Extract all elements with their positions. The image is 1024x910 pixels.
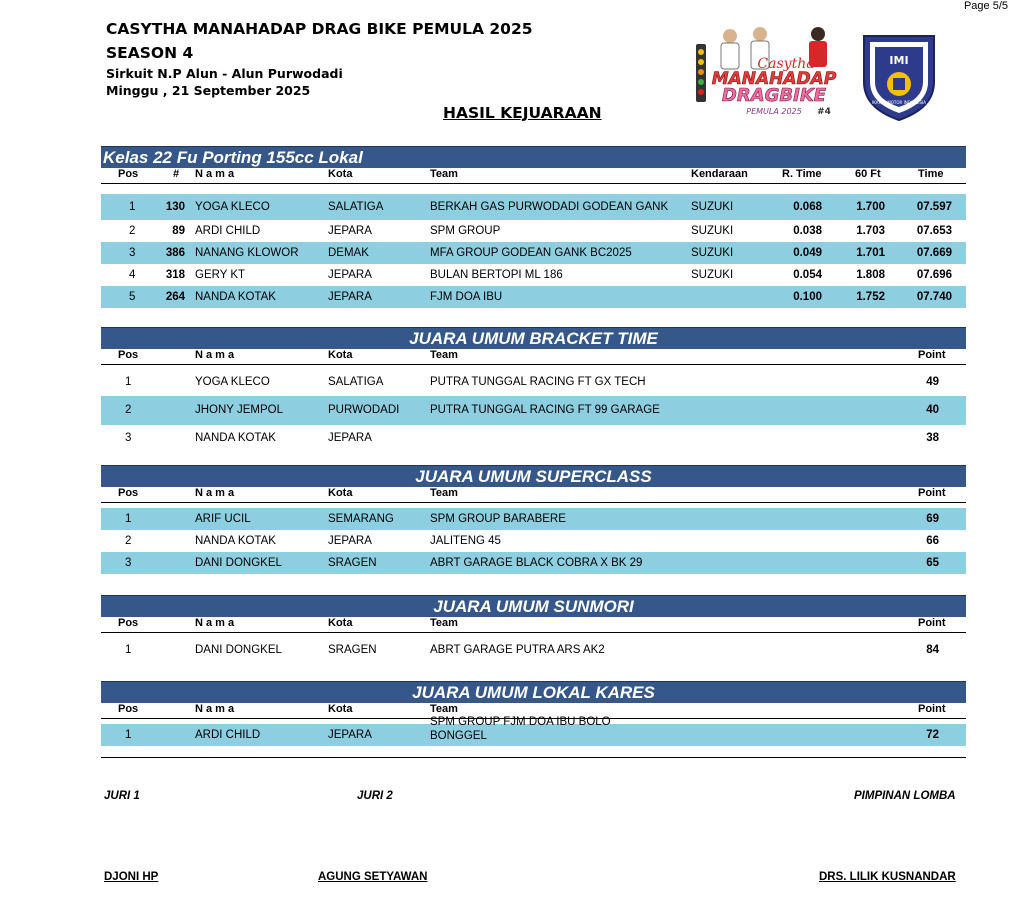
juri-1-name: DJONI HP — [104, 871, 159, 883]
table-row: 1 YOGA KLECO SALATIGA PUTRA TUNGGAL RACING FT GX TECH 49 — [125, 376, 939, 388]
superclass-column-header: Pos N a m a Kota Team Point — [101, 487, 966, 503]
col-kota: Kota — [328, 168, 353, 180]
table-row: 1 ARIF UCIL SEMARANG SPM GROUP BARABERE 69 — [101, 508, 966, 530]
superclass-section — [101, 465, 966, 574]
season-label: SEASON 4 — [106, 44, 194, 62]
juri-2-label: JURI 2 — [357, 790, 393, 802]
kelas-column-header — [101, 168, 966, 184]
team-line-2: BONGGEL — [430, 730, 487, 742]
logo-badge: #4 — [817, 107, 831, 117]
logo-text-4: PEMULA 2025 — [746, 107, 802, 116]
bracket-band: JUARA UMUM BRACKET TIME — [101, 327, 966, 349]
col-kendaraan: Kendaraan — [691, 168, 748, 180]
table-row: 2 JHONY JEMPOL PURWODADI PUTRA TUNGGAL RACING FT 99 GARAGE 40 — [101, 396, 966, 425]
col-team: Team — [430, 168, 458, 180]
sunmori-band: JUARA UMUM SUNMORI — [101, 595, 966, 617]
table-row: 2 89 ARDI CHILD JEPARA SPM GROUP SUZUKI 0.038 1.703 07.653 — [129, 225, 952, 237]
col-60ft: 60 Ft — [855, 168, 881, 180]
document-title: HASIL KEJUARAAN — [443, 104, 602, 122]
imi-text: IMI — [889, 54, 909, 67]
date-label: Minggu , 21 September 2025 — [106, 83, 311, 98]
page-number: Page 5/5 — [963, 0, 1008, 12]
signature-divider — [101, 757, 966, 758]
logo-text-1: Casytha — [757, 56, 815, 72]
bracket-section — [101, 327, 966, 451]
pimpinan-name: DRS. LILIK KUSNANDAR — [819, 871, 956, 883]
event-logo — [690, 22, 850, 122]
table-row: 3 DANI DONGKEL SRAGEN ABRT GARAGE BLACK COBRA X BK 29 65 — [101, 552, 966, 574]
sunmori-section — [101, 595, 966, 663]
table-row: 1 ARDI CHILD JEPARA SPM GROUP FJM DOA IBU BOLO BONGGEL 72 — [101, 724, 966, 746]
imi-ring-text: IKATAN MOTOR INDONESIA — [872, 100, 926, 105]
venue-label: Sirkuit N.P Alun - Alun Purwodadi — [106, 66, 343, 81]
table-row: 3 386 NANANG KLOWOR DEMAK MFA GROUP GODEAN GANK BC2025 SUZUKI 0.049 1.701 07.669 — [101, 242, 966, 264]
bracket-column-header: Pos N a m a Kota Team Point — [101, 349, 966, 365]
sunmori-column-header: Pos N a m a Kota Team Point — [101, 617, 966, 633]
table-row: 3 NANDA KOTAK JEPARA 38 — [125, 432, 939, 444]
lokal-kares-band: JUARA UMUM LOKAL KARES — [101, 681, 966, 703]
logo-text-3: DRAGBIKE — [721, 85, 827, 106]
event-title: CASYTHA MANAHADAP DRAG BIKE PEMULA 2025 — [106, 20, 533, 38]
juri-1-label: JURI 1 — [104, 790, 140, 802]
team-line-1: SPM GROUP FJM DOA IBU BOLO — [430, 716, 611, 728]
logo-text-2: MANAHADAP — [711, 69, 837, 89]
table-row: 1 DANI DONGKEL SRAGEN ABRT GARAGE PUTRA ARS AK2 84 — [125, 644, 939, 656]
pimpinan-label: PIMPINAN LOMBA — [854, 790, 956, 802]
imi-logo — [858, 30, 940, 122]
kelas-section — [101, 146, 966, 308]
col-rtime: R. Time — [782, 168, 822, 180]
table-row: 1 130 YOGA KLECO SALATIGA BERKAH GAS PURWODADI GODEAN GANK SUZUKI 0.068 1.700 07.597 — [101, 194, 966, 220]
col-time: Time — [918, 168, 944, 180]
table-row: 5 264 NANDA KOTAK JEPARA FJM DOA IBU 0.100 1.752 07.740 — [101, 286, 966, 308]
table-row: 2 NANDA KOTAK JEPARA JALITENG 45 66 — [125, 535, 939, 547]
kelas-band — [101, 146, 966, 168]
col-no: # — [173, 168, 180, 180]
col-nama: N a m a — [195, 168, 235, 180]
lokal-kares-section — [101, 681, 966, 746]
kelas-title: Kelas 22 Fu Porting 155cc Lokal — [103, 148, 363, 167]
juri-2-name: AGUNG SETYAWAN — [318, 871, 428, 883]
superclass-band: JUARA UMUM SUPERCLASS — [101, 465, 966, 487]
lokal-kares-column-header: Pos N a m a Kota Team Point — [101, 703, 966, 719]
table-row: 4 318 GERY KT JEPARA BULAN BERTOPI ML 186 SUZUKI 0.054 1.808 07.696 — [129, 269, 952, 281]
col-pos: Pos — [118, 168, 139, 180]
